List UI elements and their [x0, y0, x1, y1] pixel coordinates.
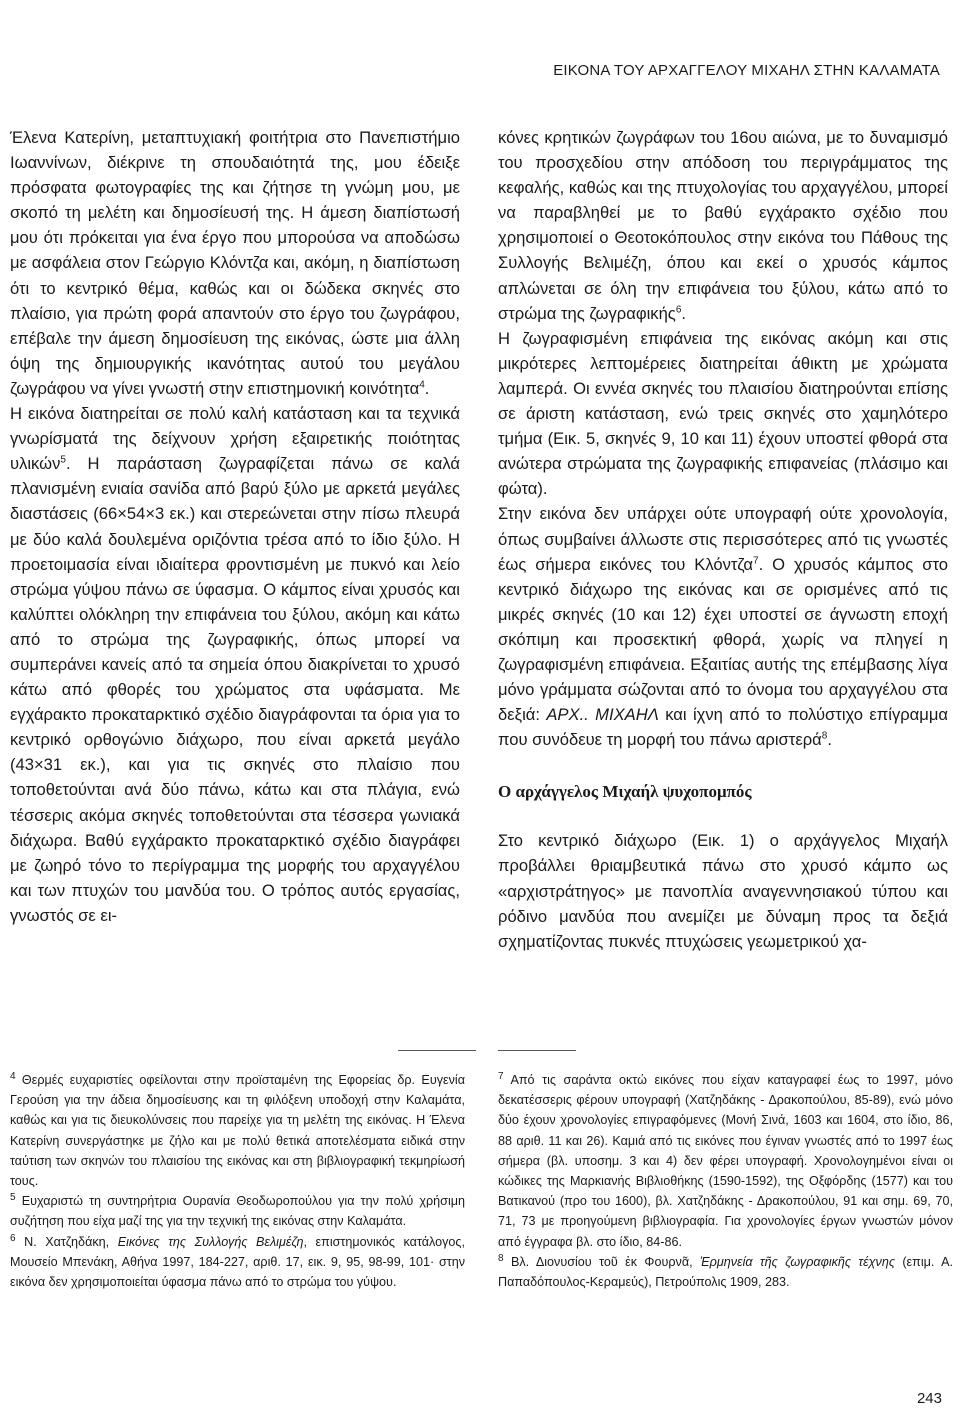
footnote-divider — [398, 1050, 476, 1051]
footnote-4: $^4$ Θερμές ευχαριστίες οφείλονται στην προϊσταμένη της Εφορείας δρ. Ευγενία Γερούση για την άδεια δημοσίευσης και τη φιλόξενη υποδοχή στην Καλαμάτα, καθώς και για τις διευκολύνσεις που παρείχε για τη μελέτη της εικόνας. Η Έλενα Κατερίνη συνεργάστηκε με ζήλο και με πολύ θετικά αποτελέσματα ειδικά στην ταύτιση των σκηνών του πλαισίου της εικόνας και στη βιβλιογραφική τεκμηρίωσή τους. — [10, 1070, 465, 1189]
footnote-5: $^5$ Ευχαριστώ τη συντηρήτρια Ουρανία Θεοδωροπούλου για την πολύ χρήσιμη συζήτηση που είχα μαζί της για την τεχνική της εικόνας στην Καλαμάτα. — [10, 1192, 465, 1229]
footnote-ref[interactable]: 6 — [675, 304, 682, 316]
page-number: 243 — [916, 1390, 942, 1407]
footnote-ref[interactable]: 7 — [753, 555, 759, 567]
paragraph: Η ζωγραφισμένη επιφάνεια της εικόνας ακόμη και στις μικρότερες λεπτομέρειες διατηρείται άθικτη με χρώματα λαμπερά. Οι εννέα σκηνές του πλαισίου διατηρούνται επίσης σε άριστη κατάσταση, ενώ τρεις σκηνές στο χαμηλότερο τμήμα (Εικ. 5, σκηνές 9, 10 και 11) έχουν υποστεί φθορά στα ανώτερα στρώματα της ζωγραφικής επιφανείας (πλάσιμο και φώτα). — [498, 328, 948, 499]
footnotes-left — [10, 1070, 465, 1292]
footnote-ref[interactable]: 4 — [419, 379, 425, 391]
paragraph: Έλενα Κατερίνη, μεταπτυχιακή φοιτήτρια στο Πανεπιστήμιο Ιωαννίνων, διέκρινε τη σπουδαιότητά της, μου έδειξε πρόσφατα φωτογραφίες της και ζήτησε τη γνώμη μου, με σκοπό τη μελέτη και δημοσίευσή της. Η άμεση διαπίστωσή μου ότι πρόκειται για ένα έργο που μπορούσα να αποδώσω με ασφάλεια στον Γεώργιο Κλόντζα και, ακόμη, η διαπίστωση ότι το κεντρικό θέμα, καθώς και οι δώδεκα σκηνές στο πλαίσιο, για πρώτη φορά απαντούν στο έργο του ζωγράφου, επέβαλε την άμεση δημοσίευση της εικόνας, ώστε μια άλλη όψη της δημιουργικής ικανότητας αυτού του μεγάλου ζωγράφου να γίνει γνωστή στην επιστημονική κοινότητα$^4$. — [10, 128, 460, 398]
footnote-ref[interactable]: 8 — [821, 730, 828, 742]
footnote-ref[interactable]: 5 — [60, 454, 66, 466]
footnote-divider — [498, 1050, 576, 1051]
right-text-column — [498, 125, 948, 954]
paragraph: κόνες κρητικών ζωγράφων του 16ου αιώνα, με το δυναμισμό του προσχεδίου στην απόδοση του περιγράμματος της κεφαλής, καθώς και της πτυχολογίας του αρχαγγέλου, μπορεί να παραβληθεί με το βαθύ εγχάρακτο σχέδιο που χρησιμοποιεί ο Θεοτοκόπουλος στην εικόνα του Πάθους της Συλλογής Βελιμέζη, όπου και εκεί ο χρυσός κάμπος απλώνεται σε όλη την επιφάνεια του ξύλου, κάτω από το στρώμα της ζωγραφικής$^6$. — [498, 128, 948, 323]
paragraph: Στο κεντρικό διάχωρο (Εικ. 1) ο αρχάγγελος Μιχαήλ προβάλλει θριαμβευτικά πάνω στο χρυσό κάμπο ως «αρχιστράτηγος» με πανοπλία αναγεννησιακού τύπου και ρόδινο μανδύα που ανεμίζει με δύναμη προς τα δεξιά σχηματίζοντας πυκνές πτυχώσεις γεωμετρικού χα- — [498, 831, 948, 951]
footnotes-right — [498, 1070, 953, 1292]
paragraph: Η εικόνα διατηρείται σε πολύ καλή κατάσταση και τα τεχνικά γνωρίσματά της δείχνουν χρήση εξαιρετικής ποιότητας υλικών$^5$. Η παράσταση ζωγραφίζεται πάνω σε καλά πλανισμένη ενιαία σανίδα από βαρύ ξύλο με αρκετά μεγάλες διαστάσεις (66×54×3 εκ.) και στερεώνεται στην πίσω πλευρά με δύο καλά δουλεμένα οριζόντια τρέσα από το ίδιο ξύλο. Η προετοιμασία είναι ιδιαίτερα φροντισμένη με πυκνό και λείο στρώμα γύψου πάνω σε ύφασμα. Ο κάμπος είναι χρυσός και καλύπτει ολόκληρη την επιφάνεια του ξύλου, ακόμη και κάτω από το στρώμα της ζωγραφικής, όπως μπορεί να συμπεράνει κανείς από τα σημεία όπου διακρίνεται το χρυσό κάτω από φθορές του χρώματος στα υφάσματα. Με εγχάρακτο προκαταρκτικό σχέδιο διαγράφονται τα όρια για το κεντρικό ορθογώνιο διάχωρο, που είναι αρκετά μεγάλο (43×31 εκ.), και για τις σκηνές στο πλαίσιο που τοποθετούνται ανά δύο πάνω, κάτω και στα πλάγια, ενώ τέσσερις ακόμα σκηνές τοποθετούνται στα τέσσερα γωνιακά διάχωρα. Βαθύ εγχάρακτο προκαταρκτικό σχέδιο διαγράφει με ζωηρό τόνο το περίγραμμα της μορφής του αρχαγγέλου και των πτυχών του μανδύα του. Ο τρόπος αυτός εργασίας, γνωστός σε ει- — [10, 404, 460, 925]
footnote-6: $^6$ Ν. Χατζηδάκη, Εικόνες της Συλλογής Βελιμέζη, επιστημονικός κατάλογος, Μουσείο Μπενάκη, Αθήνα 1997, 184-227, αριθ. 17, εικ. 9, 95, 98-99, 101· στην εικόνα δεν χρησιμοποιείται ύφασμα πάνω από το στρώμα του γύψου. — [10, 1232, 465, 1290]
section-heading: Ο αρχάγγελος Μιχαήλ ψυχοπομπός — [498, 782, 752, 802]
running-head: ΕΙΚΟΝΑ ΤΟΥ ΑΡΧΑΓΓΕΛΟΥ ΜΙΧΑΗΛ ΣΤΗΝ ΚΑΛΑΜΑΤΑ — [553, 62, 940, 79]
left-text-column — [10, 125, 460, 928]
footnote-8: $^8$ Βλ. Διονυσίου τοῦ ἐκ Φουρνᾶ, Ἑρμηνεία τῆς ζωγραφικῆς τέχνης (επιμ. Α. Παπαδόπουλος-Κεραμεύς), Πετρούπολις 1909, 283. — [498, 1252, 953, 1290]
footnote-7: $^7$ Από τις σαράντα οκτώ εικόνες που είχαν καταγραφεί έως το 1997, μόνο δεκατέσσερις φέρουν υπογραφή (Χατζηδάκης - Δρακοπούλου, 85-89), ενώ μόνο δύο έχουν χρονολογίες επιγραφόμενες (Μονή Σινά, 1603 και 1604, στο ίδιο, 86, 88 αριθ. 11 και 26). Καμιά από τις εικόνες που έγιναν γνωστές από το 1997 έως σήμερα (βλ. υποσημ. 3 και 4) δεν φέρει υπογραφή. Χρονολογημένοι είναι οι κώδικες της Μαρκιανής Βιβλιοθήκης (1590-1592), της Οξφόρδης (1577) και του Βατικανού (προ του 1600), βλ. Χατζηδάκης - Δρακοπούλου, 91 και σημ. 69, 70, 71, 73 με προηγούμενη βιβλιογραφία. Για χρονολογίες έργων γνωστών μόνον από έγγραφα βλ. στο ίδιο, 84-86. — [498, 1070, 953, 1249]
paragraph: Στην εικόνα δεν υπάρχει ούτε υπογραφή ούτε χρονολογία, όπως συμβαίνει άλλωστε στις περισσότερες από τις γνωστές έως σήμερα εικόνες του Κλόντζα$^7$. Ο χρυσός κάμπος στο κεντρικό διάχωρο της εικόνας και σε ορισμένες από τις μικρές σκηνές (10 και 12) έχει υποστεί σε άγνωστη εποχή σκόπιμη και προσεκτική φθορά, χωρίς να πληγεί η ζωγραφισμένη επιφάνεια. Εξαιτίας αυτής της επέμβασης λίγα μόνο γράμματα σώζονται από το όνομα του αρχαγγέλου στα δεξιά: ΑΡΧ.. ΜΙΧΑΗΛ και ίχνη από το πολύστιχο επίγραμμα που συνόδευε τη μορφή του πάνω αριστερά$^8$. — [498, 504, 948, 750]
